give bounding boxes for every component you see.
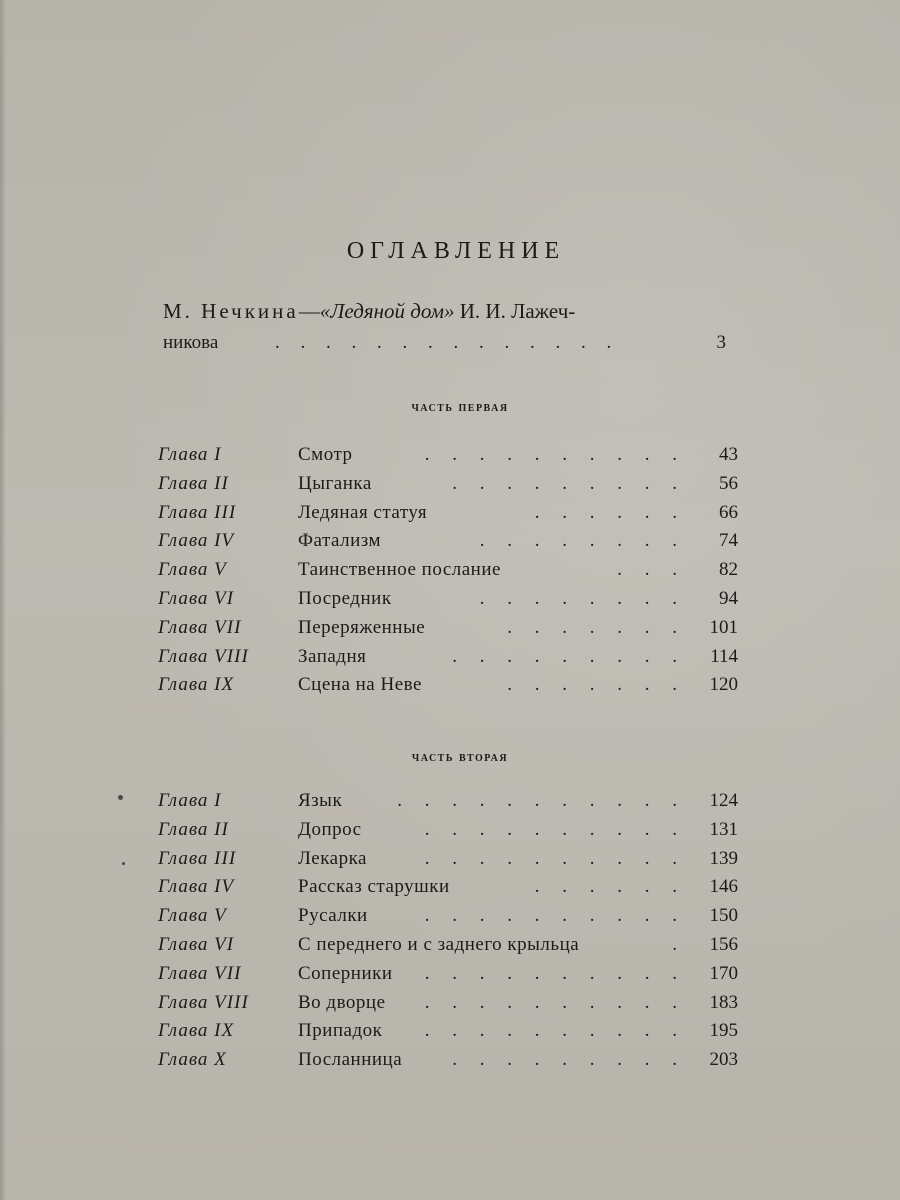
chapter-label: Глава V bbox=[158, 559, 227, 581]
chapter-label: Глава II bbox=[158, 472, 229, 494]
dot-leader: . . . . . . . bbox=[507, 616, 686, 638]
chapter-title: Посланница bbox=[298, 1049, 403, 1071]
intro-author: М. Нечкина bbox=[163, 299, 299, 323]
page-number: 101 bbox=[709, 616, 738, 638]
paper-speck bbox=[118, 795, 123, 800]
page-edge-shadow bbox=[0, 0, 6, 1200]
chapter-label: Глава I bbox=[158, 444, 222, 465]
chapter-label: Глава VIII bbox=[158, 645, 249, 667]
intro-subject-line1: И. И. Лажеч- bbox=[459, 299, 576, 323]
toc-row bbox=[158, 845, 748, 874]
chapter-title: Западня bbox=[298, 645, 367, 667]
part-two-title: часть вторая bbox=[411, 750, 509, 765]
page-number: 74 bbox=[719, 530, 738, 552]
chapter-title: Сцена на Неве bbox=[298, 674, 422, 696]
page-number: 114 bbox=[710, 645, 738, 667]
dot-leader: . . . . . . . . . . bbox=[424, 991, 686, 1013]
chapter-label: Глава VIII bbox=[158, 991, 249, 1013]
dot-leader: . . . . . . . . . bbox=[452, 1049, 686, 1071]
intro-entry-line2 bbox=[163, 327, 738, 359]
dot-leader: . . . . . . . . . bbox=[452, 472, 686, 494]
dot-leader: . . . bbox=[617, 559, 686, 581]
page-number: 82 bbox=[719, 559, 738, 581]
toc-row bbox=[158, 816, 748, 845]
chapter-title: Язык bbox=[298, 790, 343, 811]
chapter-title: С переднего и с заднего крыльца bbox=[298, 933, 580, 955]
chapter-label: Глава IX bbox=[158, 1020, 235, 1042]
chapter-title: Посредник bbox=[298, 587, 392, 609]
intro-dash: — bbox=[298, 299, 320, 323]
page-number: 66 bbox=[719, 501, 738, 523]
page-number: 131 bbox=[709, 818, 738, 840]
dot-leader: . . . . . . . . . . bbox=[424, 444, 686, 465]
toc-row bbox=[158, 441, 748, 470]
chapter-label: Глава X bbox=[158, 1049, 227, 1071]
part-one-title: часть первая bbox=[411, 400, 509, 415]
dot-leader: . . . . . . . bbox=[507, 674, 686, 696]
chapter-label: Глава III bbox=[158, 501, 237, 523]
intro-entry bbox=[163, 295, 733, 327]
dot-leader: . . . . . . . . . . bbox=[424, 905, 686, 927]
dot-leader: . . . . . . . . . . . bbox=[397, 790, 686, 811]
chapter-title: Допрос bbox=[298, 818, 362, 840]
intro-subject-line2: никова bbox=[163, 332, 219, 353]
dot-leader: . . . . . . bbox=[534, 876, 686, 898]
dot-leader: . . . . . . . . . . bbox=[424, 818, 686, 840]
dot-leader: . . . . . . . . . bbox=[452, 645, 686, 667]
dot-leader: . . . . . . bbox=[534, 501, 686, 523]
toc-row bbox=[158, 1017, 748, 1046]
chapter-title: Цыганка bbox=[298, 472, 372, 494]
toc-row bbox=[158, 585, 748, 614]
intro-dot-leader: . . . . . . . . . . . . . . bbox=[275, 332, 620, 353]
page-number: 43 bbox=[719, 444, 738, 465]
part-one-chapter-list bbox=[158, 441, 748, 700]
contents-heading: ОГЛАВЛЕНИЕ bbox=[346, 238, 566, 264]
toc-row bbox=[158, 931, 748, 960]
page-number: 56 bbox=[719, 472, 738, 494]
intro-book-title: «Ледяной дом» bbox=[319, 299, 455, 323]
dot-leader: . bbox=[672, 933, 686, 955]
chapter-label: Глава IX bbox=[158, 674, 235, 696]
page-number: 203 bbox=[709, 1049, 738, 1071]
chapter-title: Лекарка bbox=[298, 847, 367, 869]
toc-row bbox=[158, 527, 748, 556]
chapter-title: Фатализм bbox=[298, 530, 381, 552]
toc-row bbox=[158, 960, 748, 989]
page-number: 146 bbox=[709, 876, 738, 898]
toc-row bbox=[158, 614, 748, 643]
chapter-label: Глава IV bbox=[158, 876, 235, 898]
page-number: 170 bbox=[709, 962, 738, 984]
toc-row bbox=[158, 643, 748, 672]
page-number: 94 bbox=[719, 587, 738, 609]
page-number: 195 bbox=[709, 1020, 738, 1042]
chapter-title: Припадок bbox=[298, 1020, 383, 1042]
chapter-label: Глава VII bbox=[158, 962, 242, 984]
chapter-title: Рассказ старушки bbox=[298, 876, 450, 898]
chapter-label: Глава VI bbox=[158, 933, 235, 955]
page-number: 124 bbox=[709, 790, 738, 811]
toc-row bbox=[158, 873, 748, 902]
chapter-title: Таинственное послание bbox=[298, 559, 501, 581]
chapter-title: Во дворце bbox=[298, 991, 386, 1013]
toc-row bbox=[158, 902, 748, 931]
dot-leader: . . . . . . . . bbox=[479, 587, 686, 609]
toc-row bbox=[158, 1046, 748, 1075]
chapter-label: Глава V bbox=[158, 905, 227, 927]
page-number: 183 bbox=[709, 991, 738, 1013]
chapter-label: Глава III bbox=[158, 847, 237, 869]
chapter-label: Глава IV bbox=[158, 530, 235, 552]
chapter-label: Глава I bbox=[158, 790, 222, 811]
dot-leader: . . . . . . . . . . bbox=[424, 1020, 686, 1042]
paper-speck bbox=[122, 862, 125, 865]
chapter-title: Русалки bbox=[298, 905, 368, 927]
page-number: 156 bbox=[709, 933, 738, 955]
toc-row bbox=[158, 989, 748, 1018]
part-two-chapter-list bbox=[158, 787, 748, 1075]
chapter-title: Смотр bbox=[298, 444, 353, 465]
chapter-label: Глава II bbox=[158, 818, 229, 840]
chapter-title: Соперники bbox=[298, 962, 393, 984]
intro-page-number: 3 bbox=[716, 332, 726, 353]
page-number: 150 bbox=[709, 905, 738, 927]
dot-leader: . . . . . . . . bbox=[479, 530, 686, 552]
chapter-title: Переряженные bbox=[298, 616, 426, 638]
page-number: 139 bbox=[709, 847, 738, 869]
chapter-label: Глава VII bbox=[158, 616, 242, 638]
page-number: 120 bbox=[709, 674, 738, 696]
chapter-title: Ледяная статуя bbox=[298, 501, 428, 523]
dot-leader: . . . . . . . . . . bbox=[424, 847, 686, 869]
toc-row bbox=[158, 787, 748, 816]
toc-row bbox=[158, 556, 748, 585]
toc-row bbox=[158, 671, 748, 700]
toc-row bbox=[158, 499, 748, 528]
chapter-label: Глава VI bbox=[158, 587, 235, 609]
dot-leader: . . . . . . . . . . bbox=[424, 962, 686, 984]
toc-row bbox=[158, 470, 748, 499]
